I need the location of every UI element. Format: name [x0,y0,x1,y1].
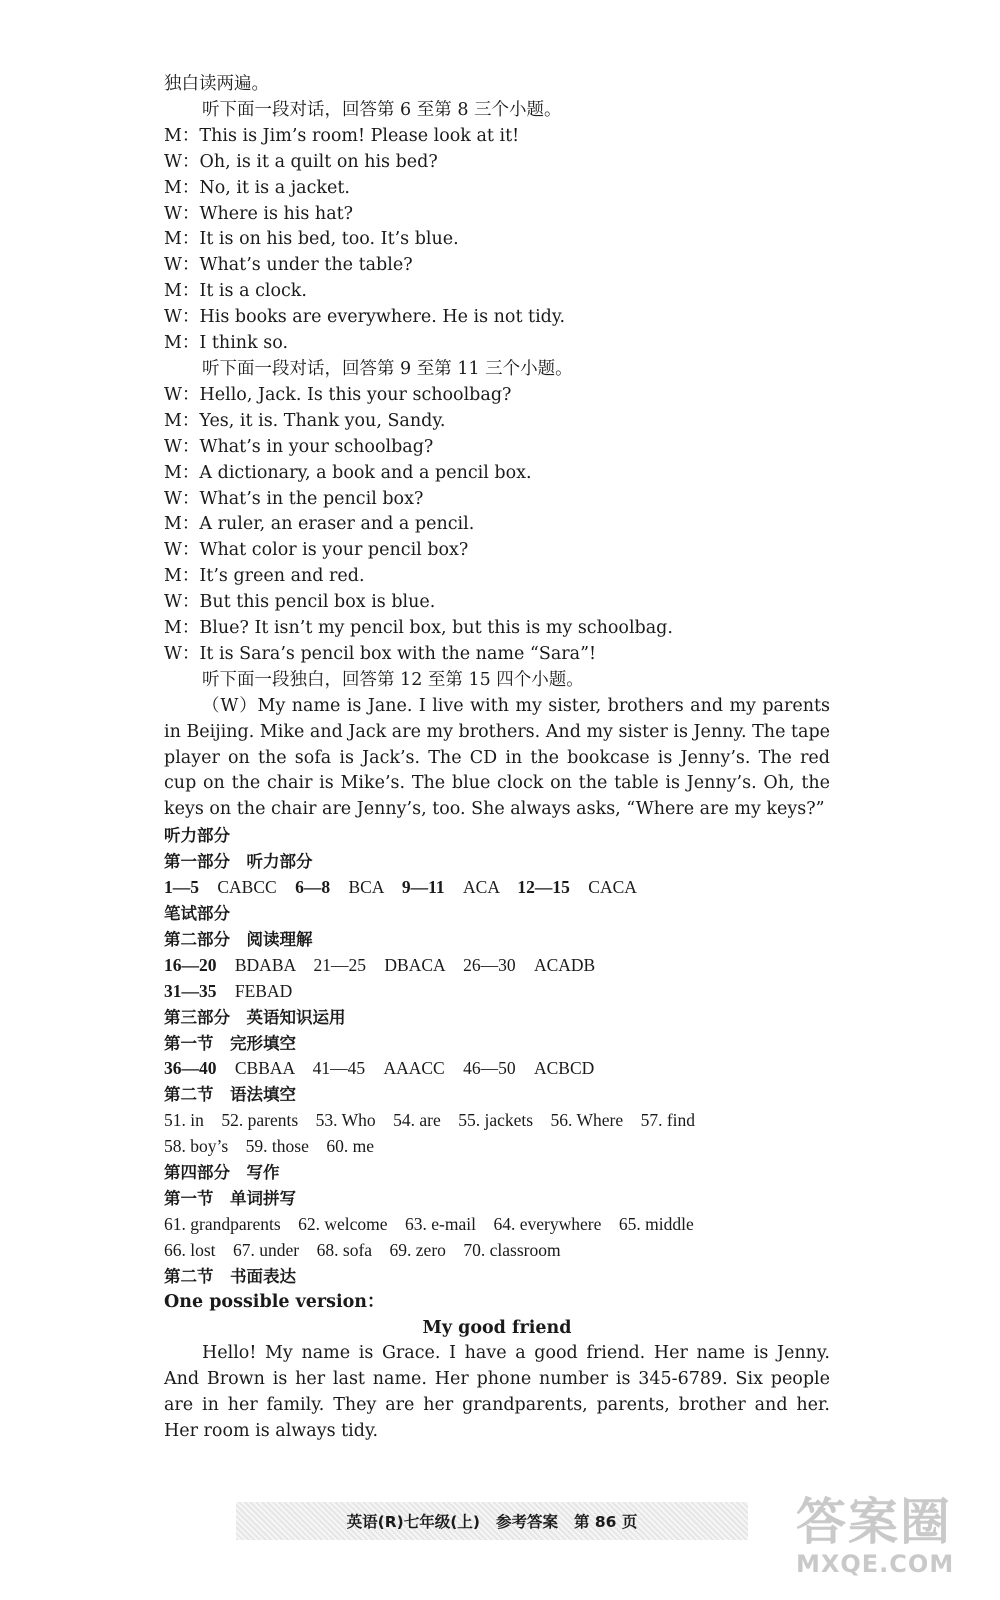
dialogue-line: W：What’s in the pencil box? [164,488,424,509]
section-instruction: 听下面一段独白，回答第 12 至第 15 四个小题。 [202,669,584,690]
answer-range: 21—25 [313,954,367,975]
section-instruction: 听下面一段对话，回答第 9 至第 11 三个小题。 [202,358,573,379]
page-footer [236,1502,748,1540]
dialogue-line: M：It’s green and red. [164,566,365,587]
answer-range: 31—35 [164,980,217,1001]
section-instruction: 听下面一段对话，回答第 6 至第 8 三个小题。 [202,99,562,120]
dialogue-line: W：Where is his hat? [164,203,354,224]
footer-page-number: 第 86 页 [573,1513,638,1531]
answer-value: BCA [348,877,384,898]
part3-header: 第三部分 英语知识运用 [164,1007,346,1027]
dialogue-line: W：Hello, Jack. Is this your schoolbag? [164,384,512,405]
answer-value: ACA [463,877,500,898]
footer-subject: 英语(R)七年级(上) [346,1513,480,1531]
answer-range: 26—30 [463,954,516,975]
answer-range: 36—40 [164,1058,217,1079]
part1-header: 第一部分 听力部分 [164,852,313,872]
spelling-section-header: 第一节 单词拼写 [164,1188,296,1208]
answer-range: 9—11 [401,877,445,898]
section1-header: 第一节 完形填空 [164,1033,296,1053]
spelling-answers-line1: 61. grandparents 62. welcome 63. e-mail 64. everywhere 65. middle [164,1213,694,1234]
part2-answers-line2 [164,979,830,1005]
footer-label: 参考答案 [495,1513,558,1531]
answer-range: 41—45 [312,1058,366,1079]
dialogue-line: W：Oh, is it a quilt on his bed? [164,151,438,172]
answer-value: CACA [588,877,637,898]
dialogue-line: M：This is Jim’s room! Please look at it! [164,125,520,146]
dialogue-line: M：I think so. [164,333,289,354]
part1-answers [164,875,830,901]
page-content [164,72,830,1445]
spelling-answers-line2: 66. lost 67. under 68. sofa 69. zero 70. classroom [164,1239,561,1260]
answer-range: 46—50 [463,1058,516,1079]
dialogue-line: M：Blue? It isn’t my pencil box, but this is my schoolbag. [164,618,673,639]
dialogue-line: W：What’s in your schoolbag? [164,436,434,457]
answer-value: DBACA [384,954,445,975]
grammar-answers-line2: 58. boy’s 59. those 60. me [164,1136,374,1157]
answer-range: 16—20 [164,954,217,975]
version-label: One possible version： [164,1291,385,1312]
dialogue-line: M：A dictionary, a book and a pencil box. [164,462,532,483]
watermark-logo-text: 答案圈 [796,1493,952,1551]
site-watermark [796,1494,986,1590]
written-header: 笔试部分 [164,904,230,923]
answer-range: 6—8 [295,877,331,898]
monologue-passage: （W）My name is Jane. I live with my sister, brothers and my parents in Beijing. Mike and Jack are my brothers. And my sister is Jenny. The tape player on the sofa is Jack’s. The CD in the bookcase is Jenny’s. The red cup on the chair is Mike’s. The blue clock on the table is Jenny’s. Oh, the keys on the chair are Jenny’s, too. She always asks, “Where are my keys?” [164,695,831,820]
section2-header: 第二节 语法填空 [164,1085,296,1105]
answer-value: ACBCD [533,1058,595,1079]
answer-value: AAACC [383,1058,445,1079]
cloze-answers [164,1056,830,1082]
dialogue-line: M：A ruler, an eraser and a pencil. [164,514,475,535]
listening-header: 听力部分 [164,826,230,846]
writing-section-header: 第二节 书面表达 [164,1266,296,1286]
watermark-url: MXQE.COM [796,1550,955,1578]
answer-value: ACADB [533,954,596,975]
dialogue-line: M：It is on his bed, too. It’s blue. [164,229,459,250]
part2-answers-line1 [164,953,830,979]
part4-header: 第四部分 写作 [164,1163,280,1183]
essay-body: Hello! My name is Grace. I have a good friend. Her name is Jenny. And Brown is her last name. Her phone number is 345-6789. Six people are in her family. They are her grandparents, parents, brother and her. Her room is always tidy. [164,1343,830,1442]
script-line: 独白读两遍。 [164,74,269,94]
essay-title: My good friend [422,1317,572,1338]
dialogue-line: W：It is Sara’s pencil box with the name “Sara”! [164,643,597,664]
dialogue-line: W：But this pencil box is blue. [164,592,436,613]
answer-range: 12—15 [517,877,570,898]
dialogue-line: M：No, it is a jacket. [164,177,350,198]
grammar-answers-line1: 51. in 52. parents 53. Who 54. are 55. jackets 56. Where 57. find [164,1110,696,1131]
dialogue-line: W：What’s under the table? [164,255,413,276]
dialogue-line: M：It is a clock. [164,281,307,302]
dialogue-line: W：His books are everywhere. He is not tidy. [164,307,566,328]
dialogue-line: W：What color is your pencil box? [164,540,469,561]
answer-range: 1—5 [164,877,199,898]
answer-value: BDABA [234,954,296,975]
part2-header: 第二部分 阅读理解 [164,929,313,949]
answer-value: CBBAA [234,1058,295,1079]
answer-value: CABCC [217,877,277,898]
dialogue-line: M：Yes, it is. Thank you, Sandy. [164,410,446,431]
answer-value: FEBAD [234,980,293,1001]
